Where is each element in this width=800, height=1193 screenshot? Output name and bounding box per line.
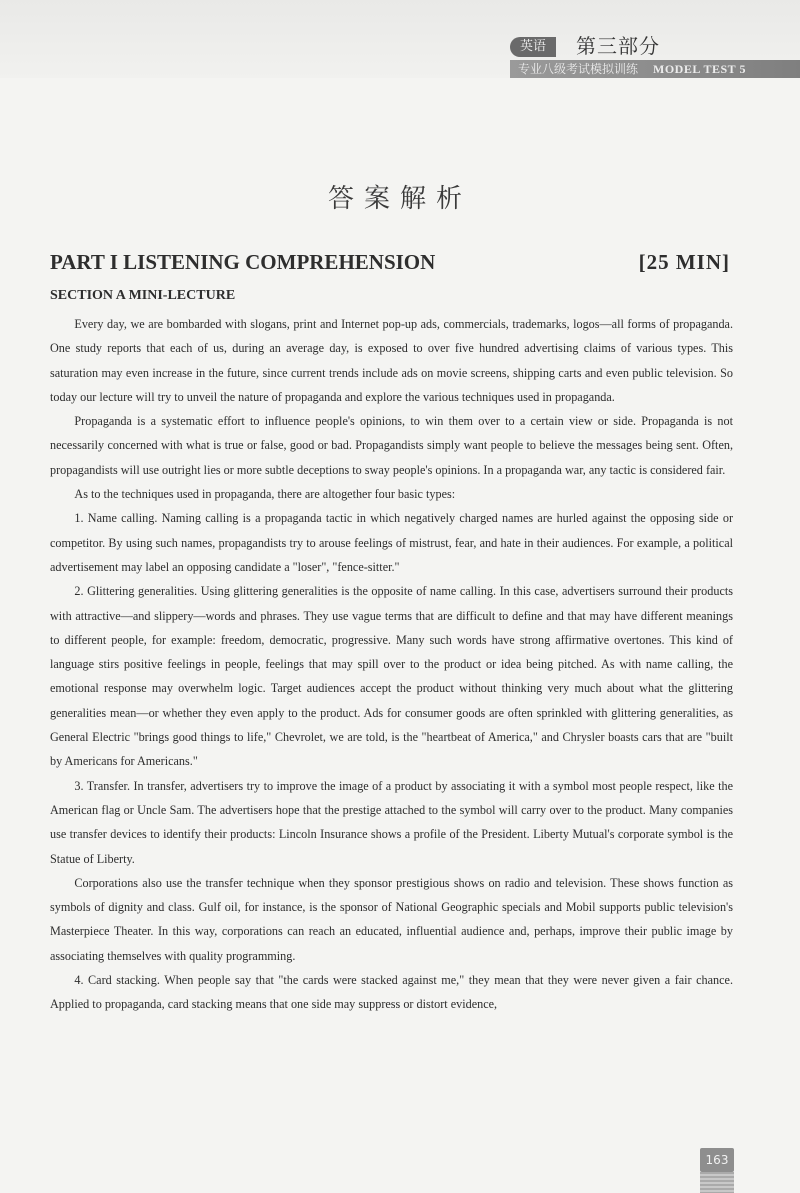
part-heading-text: PART I LISTENING COMPREHENSION bbox=[50, 250, 436, 274]
subject-tag: 英语 bbox=[510, 37, 556, 57]
paragraph: Propaganda is a systematic effort to influence people's opinions, to win them over to a certain view or side. Propaganda is not necessarily concerned with what is true or false, good or bad. Propagandists simply want people to believe the messages being sent. Often, propagandists will use outright lies or more subtle deceptions to sway people's opinions. In a propaganda war, any tactic is considered fair. bbox=[50, 414, 733, 477]
paragraph: 4. Card stacking. When people say that "the cards were stacked against me," they mean that they were never given a fair chance. Applied to propaganda, card stacking means that one side may suppress or distort evidence, bbox=[50, 973, 733, 1012]
paragraph: As to the techniques used in propaganda, there are altogether four basic types: bbox=[74, 487, 456, 502]
series-bar bbox=[510, 60, 800, 78]
paragraph: 1. Name calling. Naming calling is a propaganda tactic in which negatively charged names are hurled against the opposing side or competitor. By using such names, propagandists try to arouse feelings of mistrust, fear, and hate in their audiences. For example, a political advertisement may label an opposing candidate a "loser", "fence-sitter." bbox=[50, 511, 733, 574]
time-allotment: [25 MIN] bbox=[638, 250, 730, 274]
paragraph: 2. Glittering generalities. Using glittering generalities is the opposite of name calling. In this case, advertisers surround their products with attractive—and slippery—words and phrases. They use vague terms that are difficult to define and that may have different meanings to different people, for example: freedom, democratic, progressive. Many such words have strong affirmative overtones. This kind of language stirs positive feelings in people, feelings that may spill over to the product or idea being pitched. As with name calling, the emotional response may overwhelm logic. Target audiences accept the product without thinking very much about what the glittering generalities mean—or whether they even apply to the product. Ads for consumer goods are often sprinkled with glittering generalities, as General Electric "brings good things to life," Chevrolet, we are told, is the "heartbeat of America," and Chrysler boasts cars that are "built by Americans for Americans." bbox=[50, 584, 733, 769]
series-en: MODEL TEST 5 bbox=[653, 62, 746, 76]
paragraph: Corporations also use the transfer technique when they sponsor prestigious shows on radio and television. These shows function as symbols of dignity and class. Gulf oil, for instance, is the sponsor of National Geographic specials and Mobil supports public television's Masterpiece Theater. In this way, corporations can reach an educated, influential audience and, perhaps, improve their public image by associating themselves with quality programming. bbox=[50, 875, 733, 963]
page-edge-strip bbox=[700, 1172, 734, 1193]
paragraph: 3. Transfer. In transfer, advertisers try to improve the image of a product by associating it with a symbol most people respect, like the American flag or Uncle Sam. The advertisers hope that the prestige attached to the symbol will carry over to the product. Many companies use transfer devices to identify their products: Lincoln Insurance shows a profile of the President. Liberty Mutual's corporate symbol is the Statue of Liberty. bbox=[50, 778, 733, 866]
part-label: 第三部分 bbox=[576, 34, 660, 58]
part-heading bbox=[50, 250, 730, 275]
page-number: 163 bbox=[700, 1148, 734, 1172]
paragraph: Every day, we are bombarded with slogans, print and Internet pop-up ads, commercials, trademarks, logos—all forms of propaganda. One study reports that each of us, during an average day, is exposed to over five hundred advertising claims of various types. This saturation may even increase in the future, since current trends include ads on movie screens, shipping carts and even public television. So today our lecture will try to unveil the nature of propaganda and explore the various techniques used in propaganda. bbox=[50, 317, 733, 404]
running-header bbox=[510, 32, 800, 78]
page-title: 答案解析 bbox=[327, 184, 472, 214]
lecture-transcript bbox=[50, 312, 733, 1017]
series-cn: 专业八级考试模拟训练 bbox=[518, 62, 639, 76]
section-heading: SECTION A MINI-LECTURE bbox=[50, 288, 236, 303]
